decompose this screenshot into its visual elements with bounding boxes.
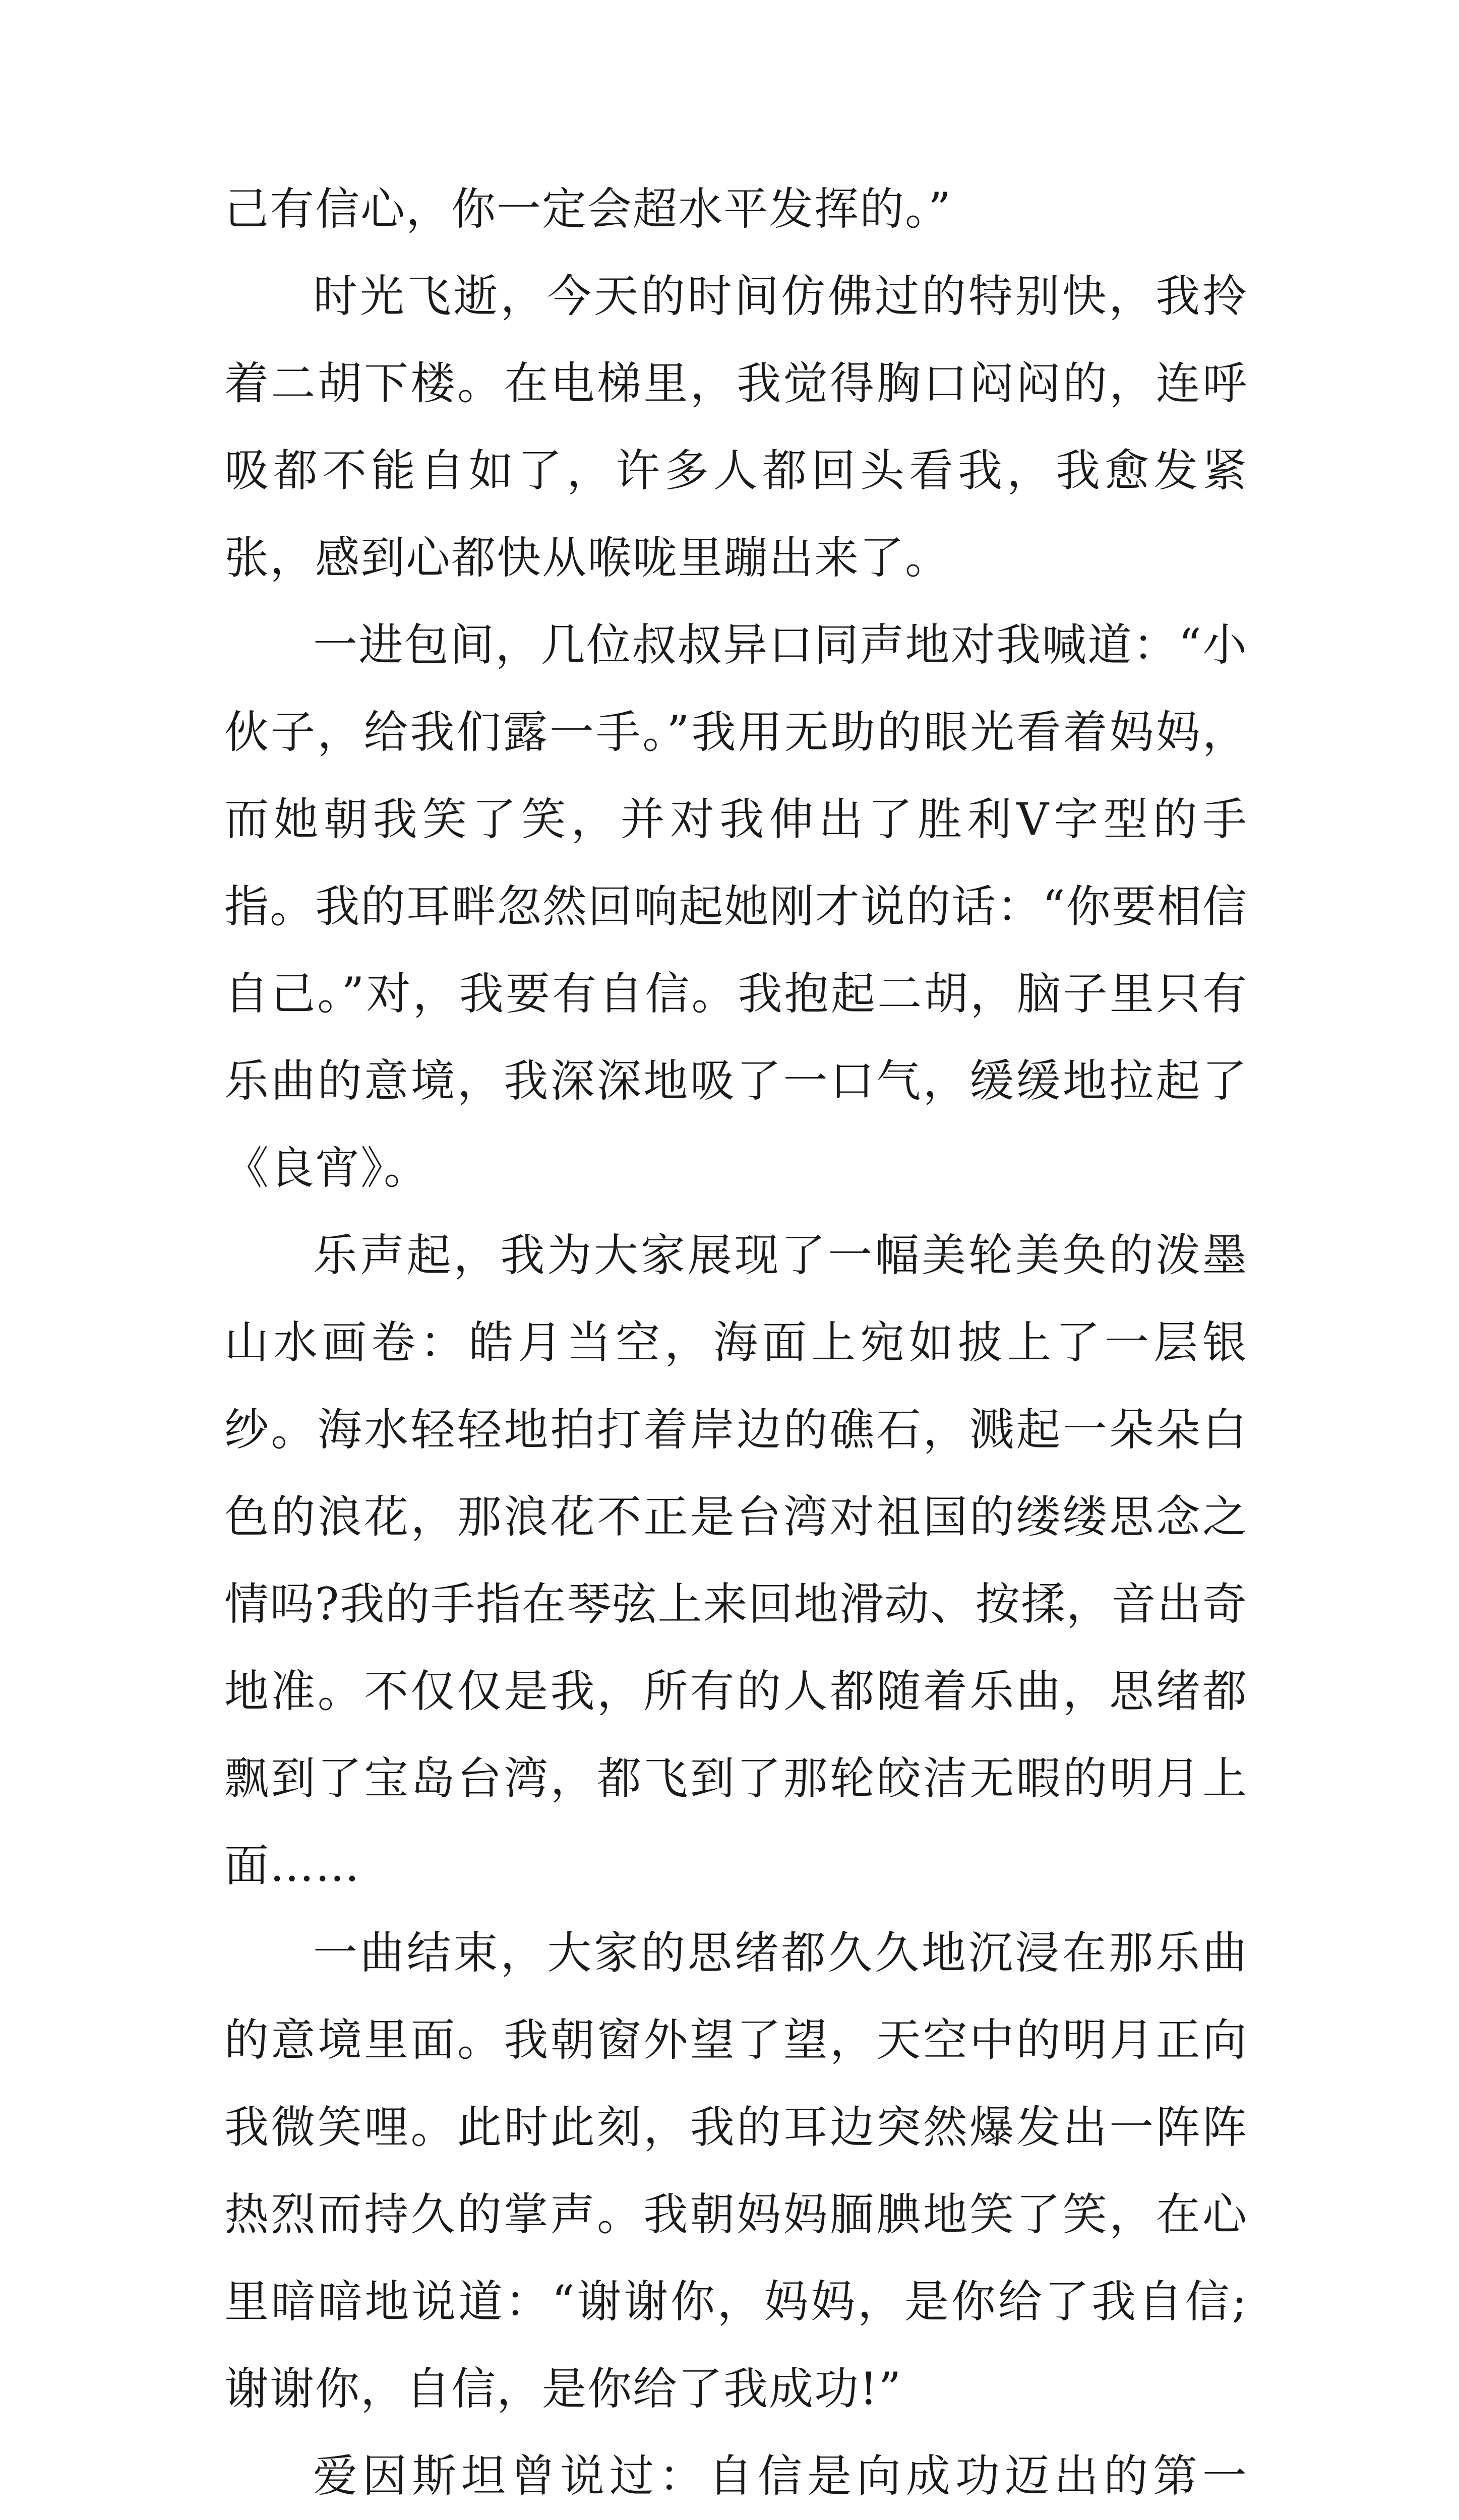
paragraph-4: 乐声起，我为大家展现了一幅美轮美奂的泼墨山水画卷：皓月当空，海面上宛如披上了一层银纱。海水轻轻地拍打着岸边的礁石，溅起一朵朵白色的浪花，那浪花不正是台湾对祖国的缕缕思念之情吗?我的手指在琴弦上来回地滑动、按揉，音出奇地准。不仅仅是我，所有的人都随着乐曲，思绪都飘到了宝岛台湾，都飞到了那轮皎洁无暇的明月上面……	[224, 1229, 1248, 1892]
paragraph-5: 一曲结束，大家的思绪都久久地沉浸在那乐曲的意境里面。我朝窗外望了望，天空中的明月正向我微笑哩。此时此刻，我的耳边突然爆发出一阵阵热烈而持久的掌声。我朝妈妈腼腆地笑了笑，在心里暗暗地说道：“谢谢你，妈妈，是你给了我自信;谢谢你，自信，是你给了我成功!”	[224, 1927, 1248, 2415]
paragraph-1: 己有信心，你一定会超水平发挥的。”	[224, 183, 952, 235]
document-body	[224, 165, 1248, 2520]
paragraph-6: 爱因斯坦曾说过：自信是向成功迈出的第一	[313, 2450, 1248, 2502]
paragraph-3: 一进包间，几位叔叔异口同声地对我喊道：“小伙子，给我们露一手。”我用无助的眼光看着妈妈，而她朝我笑了笑，并对我伸出了胜利V字型的手指。我的耳畔忽然回响起她刚才说的话：“你要相信自己。”对，我要有自信。我抱起二胡，脑子里只有乐曲的意境，我深深地吸了一口气，缓缓地拉起了《良宵》。	[224, 619, 1248, 1194]
paragraph-2: 时光飞逝，今天的时间仿佛过的特别快，我拎着二胡下楼。在电梯里，我觉得胸口闷闷的，连呼吸都不能自如了，许多人都回头看我，我愈发紧张，感到心都快从喉咙里蹦出来了。	[224, 270, 1248, 584]
